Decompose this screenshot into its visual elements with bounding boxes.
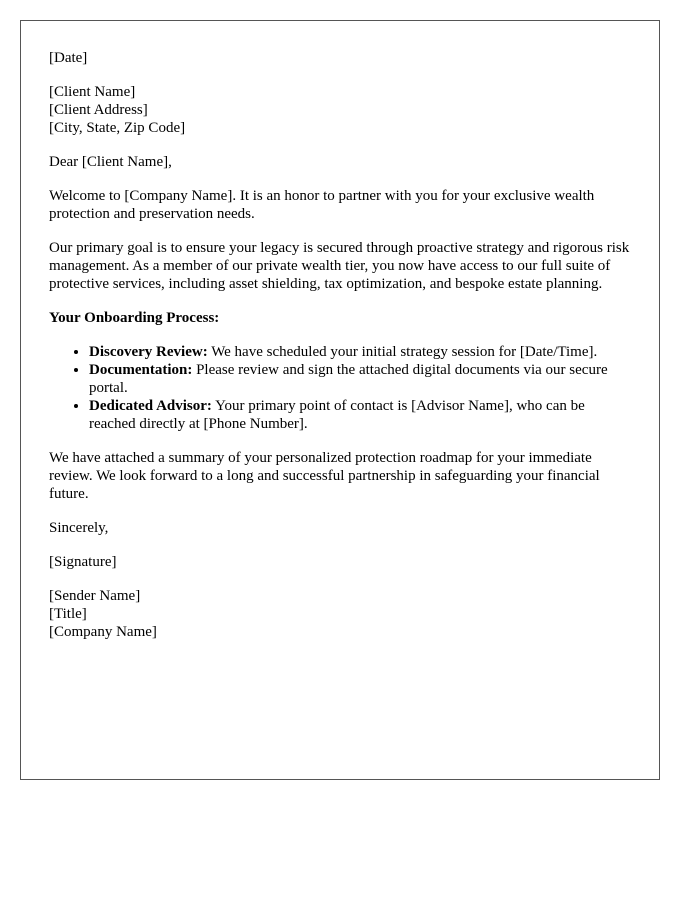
sender-name: [Sender Name] bbox=[49, 588, 141, 604]
onboarding-item-discovery bbox=[89, 343, 631, 361]
onboarding-item-text: We have scheduled your initial strategy session for [Date/Time]. bbox=[207, 344, 598, 360]
onboarding-item-title: Documentation: bbox=[89, 362, 193, 378]
onboarding-item-documentation bbox=[89, 361, 631, 397]
onboarding-item-advisor bbox=[89, 397, 631, 433]
signature: [Signature] bbox=[49, 554, 117, 570]
letter-date: [Date] bbox=[49, 50, 88, 66]
onboarding-item-title: Discovery Review: bbox=[89, 344, 208, 360]
onboarding-item-text: Your primary point of contact is [Advisor Name], who can be reached directly at [Phone Number]. bbox=[89, 398, 585, 432]
onboarding-heading: Your Onboarding Process: bbox=[49, 310, 220, 326]
recipient-address-line: [Client Address] bbox=[49, 102, 148, 118]
sender-title: [Title] bbox=[49, 606, 87, 622]
salutation: Dear [Client Name], bbox=[49, 154, 172, 170]
goal-paragraph: Our primary goal is to ensure your legacy is secured through proactive strategy and rigorous risk management. As a member of our private wealth tier, you now have access to our full suite of protective services, including asset shielding, tax optimization, and bespoke estate planning. bbox=[49, 240, 630, 292]
recipient-city-state-zip: [City, State, Zip Code] bbox=[49, 120, 186, 136]
recipient-address bbox=[49, 83, 631, 137]
sender-block bbox=[49, 587, 631, 641]
sender-company: [Company Name] bbox=[49, 624, 157, 640]
onboarding-item-text: Please review and sign the attached digital documents via our secure portal. bbox=[89, 362, 608, 396]
onboarding-item-title: Dedicated Advisor: bbox=[89, 398, 212, 414]
recipient-name: [Client Name] bbox=[49, 84, 136, 100]
letter-page bbox=[20, 20, 660, 780]
roadmap-paragraph: We have attached a summary of your personalized protection roadmap for your immediate review. We look forward to a long and successful partnership in safeguarding your financial future. bbox=[49, 450, 600, 502]
onboarding-list bbox=[49, 343, 631, 433]
welcome-paragraph: Welcome to [Company Name]. It is an honor to partner with you for your exclusive wealth protection and preservation needs. bbox=[49, 188, 595, 222]
closing: Sincerely, bbox=[49, 520, 109, 536]
